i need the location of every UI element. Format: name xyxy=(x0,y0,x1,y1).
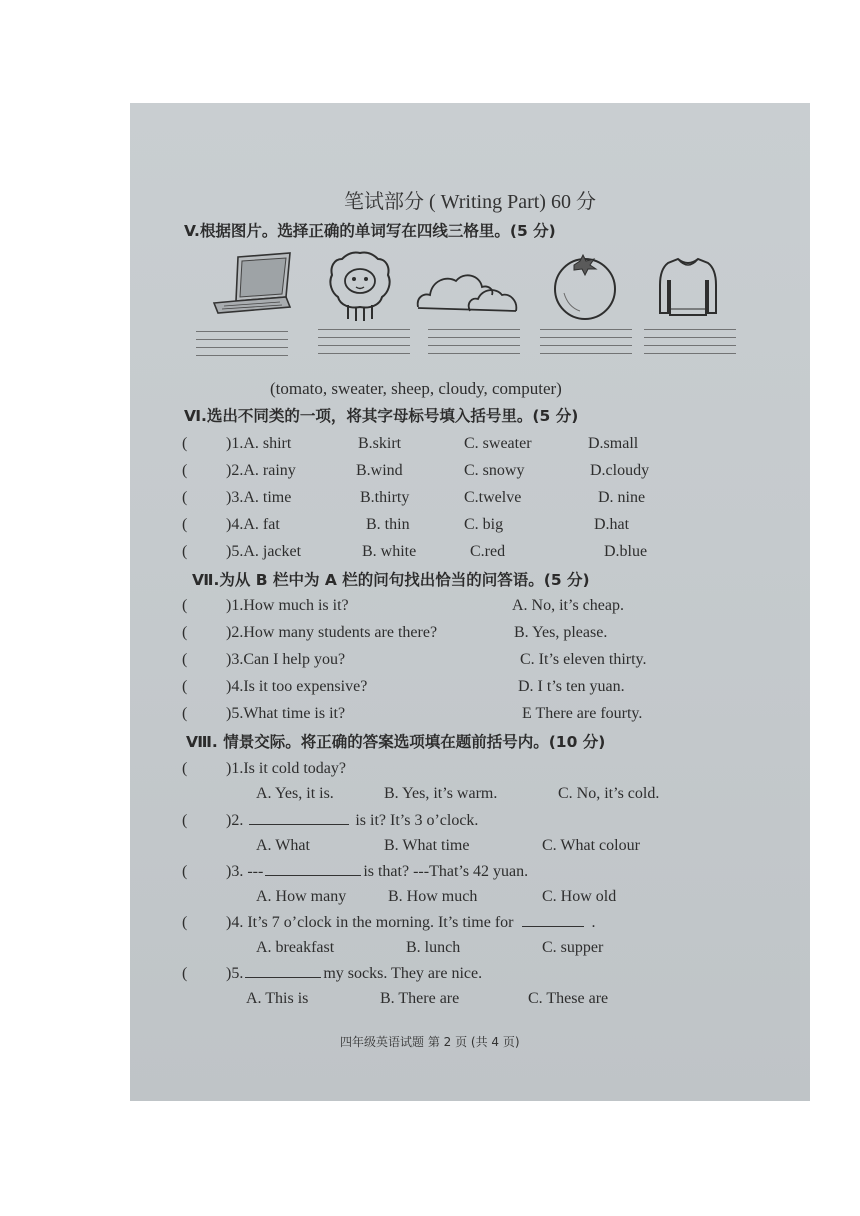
answer-blank[interactable] xyxy=(522,926,584,927)
list-item[interactable]: ( )1.How much is it? A. No, it’s cheap. xyxy=(182,597,624,614)
tomato-icon xyxy=(550,253,620,321)
question-4-options[interactable]: A. breakfast B. lunch C. supper xyxy=(256,939,604,956)
page-footer: 四年级英语试题 第 2 页 (共 4 页) xyxy=(340,1035,520,1049)
list-item[interactable]: ( )3.Can I help you? C. It’s eleven thirty. xyxy=(182,651,647,668)
list-item[interactable]: ( )5.A. jacket B. white C.red D.blue xyxy=(182,543,648,560)
question-5-options[interactable]: A. This is B. There are C. These are xyxy=(246,990,609,1007)
question-1-options[interactable]: A. Yes, it is. B. Yes, it’s warm. C. No, it’s cold. xyxy=(256,785,660,802)
sheep-icon xyxy=(328,249,392,323)
sweater-icon xyxy=(656,255,720,321)
question-3-options[interactable]: A. How many B. How much C. How old xyxy=(256,888,617,905)
word-bank: (tomato, sweater, sheep, cloudy, computer) xyxy=(270,379,562,398)
question-5[interactable]: ( )5. my socks. They are nice. xyxy=(182,965,483,982)
question-2-options[interactable]: A. What B. What time C. What colour xyxy=(256,837,640,854)
section-6-heading: Ⅵ.选出不同类的一项，将其字母标号填入括号里。(5 分) xyxy=(184,407,579,425)
page-title: 笔试部分 ( Writing Part) 60 分 xyxy=(344,191,596,213)
cloud-icon xyxy=(414,267,520,313)
section-7-heading: Ⅶ.为从 B 栏中为 A 栏的问句找出恰当的问答语。(5 分) xyxy=(192,571,590,589)
list-item[interactable]: ( )4.A. fat B. thin C. big D.hat xyxy=(182,516,630,533)
answer-blank[interactable] xyxy=(265,875,361,876)
question-2[interactable]: ( )2. is it? It’s 3 o’clock. xyxy=(182,812,479,829)
list-item[interactable]: ( )2.How many students are there? B. Yes, please. xyxy=(182,624,608,641)
writing-grid-1[interactable] xyxy=(196,331,288,363)
writing-grid-5[interactable] xyxy=(644,329,736,361)
writing-grid-2[interactable] xyxy=(318,329,410,361)
exam-sheet xyxy=(130,103,810,1101)
question-1[interactable]: ( )1.Is it cold today? xyxy=(182,760,346,777)
list-item[interactable]: ( )4.Is it too expensive? D. I t’s ten yuan. xyxy=(182,678,625,695)
laptop-icon xyxy=(210,251,296,321)
question-4[interactable]: ( )4. It’s 7 o’clock in the morning. It’s time for . xyxy=(182,914,596,931)
answer-blank[interactable] xyxy=(245,977,321,978)
writing-grid-4[interactable] xyxy=(540,329,632,361)
answer-blank[interactable] xyxy=(249,824,349,825)
list-item[interactable]: ( )3.A. time B.thirty C.twelve D. nine xyxy=(182,489,646,506)
list-item[interactable]: ( )2.A. rainy B.wind C. snowy D.cloudy xyxy=(182,462,650,479)
list-item[interactable]: ( )5.What time is it? E There are fourty. xyxy=(182,705,643,722)
question-3[interactable]: ( )3. --- is that? ---That’s 42 yuan. xyxy=(182,863,529,880)
picture-row xyxy=(130,251,810,371)
writing-grid-3[interactable] xyxy=(428,329,520,361)
section-5-heading: V.根据图片。选择正确的单词写在四线三格里。(5 分) xyxy=(184,222,556,240)
section-8-heading: Ⅷ. 情景交际。将正确的答案选项填在题前括号内。(10 分) xyxy=(186,733,606,751)
list-item[interactable]: ( )1.A. shirt B.skirt C. sweater D.small xyxy=(182,435,639,452)
